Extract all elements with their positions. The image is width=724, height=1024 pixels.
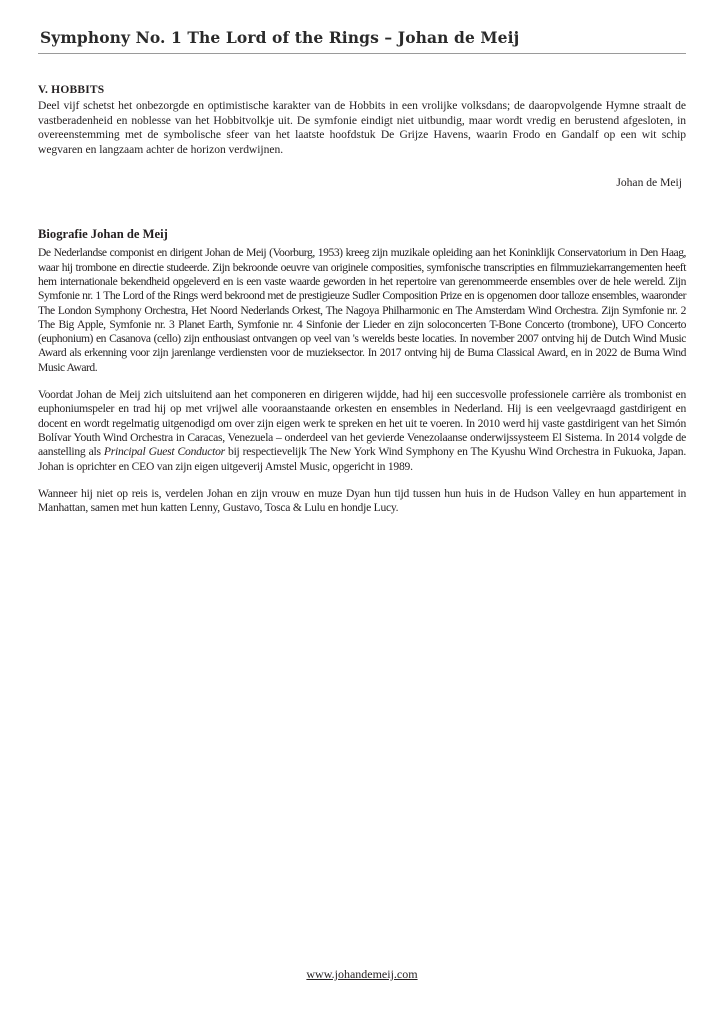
biography-heading: Biografie Johan de Meij [38,227,168,242]
biography-paragraph-1: De Nederlandse componist en dirigent Johan de Meij (Voorburg, 1953) kreeg zijn muzikale opleiding aan het Koninklijk Conservatorium in Den Haag, waar hij trombone en directie studeerde. Zijn bekroonde oeuvre van originele composities, symfonische transcripties en filmmuziekarrangementen heeft hem internationale bekendheid opgeleverd en is een vaste waarde geworden in het repertoire van gerenommeerde ensembles over de hele wereld. Zijn Symfonie nr. 1 The Lord of the Rings werd bekroond met de prestigieuze Sudler Composition Prize en is opgenomen door talloze ensembles, waaronder The London Symphony Orchestra, Het Noord Nederlands Orkest, The Nagoya Philharmonic en The Amsterdam Wind Orchestra. Zijn Symfonie nr. 2 The Big Apple, Symfonie nr. 3 Planet Earth, Symfonie nr. 4 Sinfonie der Lieder en zijn soloconcerten T-Bone Concerto (trombone), UFO Concerto (euphonium) en Casanova (cello) zijn enthousiast ontvangen op veel van 's werelds beste locaties. In november 2007 ontving hij de Dutch Wind Music Award als erkenning voor zijn jarenlange verdiensten voor de muzieksector. In 2017 ontving hij de Buma Classical Award, en in 2022 de Buma Wind Music Award. [38,246,686,374]
movement-heading: V. HOBBITS [38,84,105,96]
principal-guest-conductor-italic: Principal Guest Conductor [103,445,225,459]
signature-line: Johan de Meij [616,176,682,190]
movement-paragraph: Deel vijf schetst het onbezorgde en optimistische karakter van de Hobbits in een vrolijke volksdans; de daaropvolgende Hymne straalt de vastberadenheid en noblesse van het Hobbitvolkje uit. De symfonie eindigt niet uitbundig, maar wordt vredig en berustend afgesloten, in overeenstemming met de symbolische sfeer van het laatste hoofdstuk De Grijze Havens, waarin Frodo en Gandalf op een wit schip wegvaren en langzaam achter de horizon verdwijnen. [38,99,686,156]
biography-paragraph-2 [38,388,686,474]
biography-paragraph-3: Wanneer hij niet op reis is, verdelen Johan en zijn vrouw en muze Dyan hun tijd tussen hun huis in de Hudson Valley en hun appartement in Manhattan, samen met hun katten Lenny, Gustavo, Tosca & Lulu en hondje Lucy. [38,486,686,515]
biography-paragraph-2-part-2: bij respectievelijk The New York Wind Symphony en The Kyushu Wind Orchestra in Fukuoka, Japan. Johan is oprichter en CEO van zijn eigen uitgeverij Amstel Music, opgericht in 1989. [38,445,686,473]
biography-paragraph-2-part-1: Voordat Johan de Meij zich uitsluitend aan het componeren en dirigeren wijdde, had hij een succesvolle professionele carrière als trombonist en euphoniumspeler en trad hij op met vrijwel alle vooraanstaande orkesten en ensembles in Nederland. Hij is een veelgevraagd gastdirigent en docent en wordt regelmatig uitgenodigd om over zijn eigen werk te spreken en het uit te voeren. In 2010 werd hij vaste gastdirigent van het Simón Bolívar Youth Wind Orchestra in Caracas, Venezuela – onderdeel van het gevierde Venezolaanse onderwijssysteem El Sistema. In 2014 volgde de aanstelling als [38,388,686,459]
title-divider [38,53,686,54]
document-title: Symphony No. 1 The Lord of the Rings – Johan de Meij [40,28,520,47]
footer [0,967,724,982]
website-link[interactable]: www.johandemeij.com [306,967,418,981]
